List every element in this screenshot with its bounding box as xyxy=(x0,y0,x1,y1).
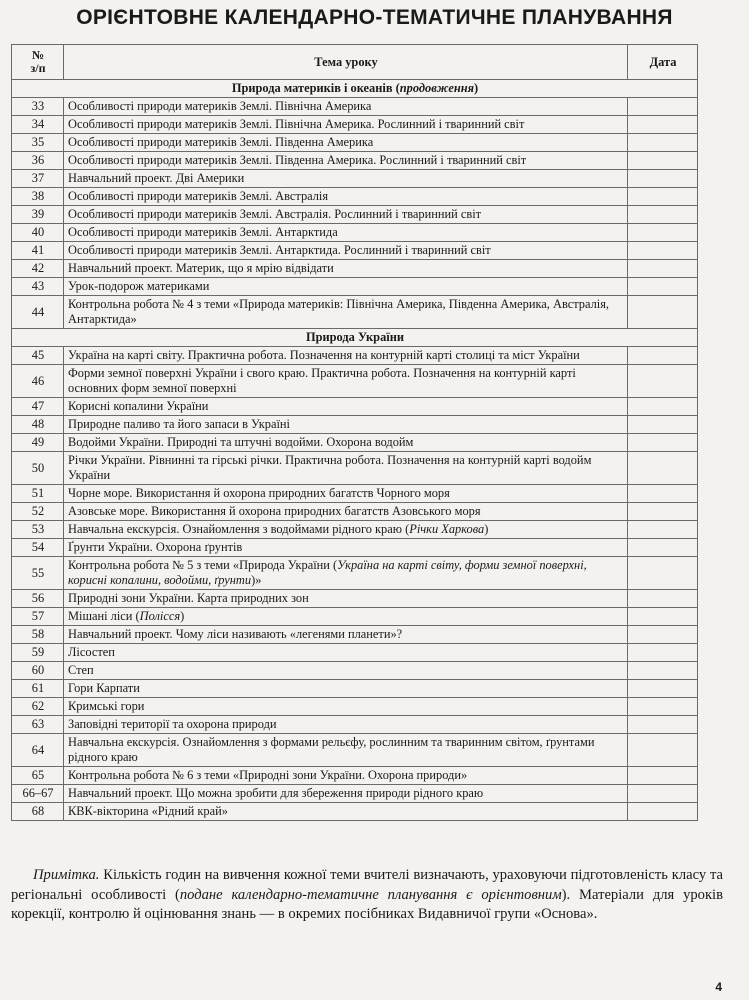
page-title: ОРІЄНТОВНЕ КАЛЕНДАРНО-ТЕМАТИЧНЕ ПЛАНУВАННЯ xyxy=(76,6,673,29)
lesson-topic xyxy=(64,347,628,365)
lesson-topic xyxy=(64,608,628,626)
section-title-note: продовження xyxy=(399,81,475,95)
lesson-topic-italic: Україна на карті світу, форми земної поверхні, корисні копалини, водойми, ґрунти xyxy=(68,558,587,587)
lesson-number: 61 xyxy=(12,680,64,698)
lesson-topic-text: Особливості природи материків Землі. Південна Америка xyxy=(68,135,374,149)
lesson-topic-text: Навчальна екскурсія. Ознайомлення з водоймами рідного краю ( xyxy=(68,522,410,536)
section-row xyxy=(12,329,698,347)
lesson-topic xyxy=(64,680,628,698)
lesson-topic-text: Степ xyxy=(68,663,94,677)
footnote xyxy=(11,866,723,925)
lesson-number: 49 xyxy=(12,434,64,452)
header-number xyxy=(12,45,64,80)
table-row xyxy=(12,557,698,590)
lesson-topic xyxy=(64,152,628,170)
table-row xyxy=(12,734,698,767)
section-row xyxy=(12,80,698,98)
lesson-topic-text: Заповідні території та охорона природи xyxy=(68,717,277,731)
lesson-topic-text: Річки України. Рівнинні та гірські річки. Практична робота. Позначення на контурній карті водойм України xyxy=(68,453,592,482)
table-row xyxy=(12,416,698,434)
lesson-topic-text: Навчальний проект. Що можна зробити для збереження природи рідного краю xyxy=(68,786,484,800)
lesson-date-cell xyxy=(628,188,698,206)
lesson-number: 36 xyxy=(12,152,64,170)
lesson-number: 39 xyxy=(12,206,64,224)
table-row xyxy=(12,260,698,278)
lesson-date-cell xyxy=(628,260,698,278)
page-number: 4 xyxy=(715,980,722,994)
section-title-text: Природа України xyxy=(306,330,404,344)
lesson-number: 35 xyxy=(12,134,64,152)
lesson-topic xyxy=(64,698,628,716)
table-header-row xyxy=(12,45,698,80)
lesson-number: 68 xyxy=(12,803,64,821)
header-number-abbr: з/п xyxy=(30,61,46,75)
lesson-topic-text: Ґрунти України. Охорона ґрунтів xyxy=(68,540,243,554)
lesson-topic xyxy=(64,170,628,188)
lesson-topic-text: )» xyxy=(251,573,262,587)
lesson-date-cell xyxy=(628,680,698,698)
table-row xyxy=(12,242,698,260)
section-title xyxy=(12,329,698,347)
lesson-date-cell xyxy=(628,134,698,152)
lesson-number: 53 xyxy=(12,521,64,539)
lesson-number: 40 xyxy=(12,224,64,242)
lesson-number: 60 xyxy=(12,662,64,680)
lesson-topic xyxy=(64,590,628,608)
table-row xyxy=(12,134,698,152)
lesson-topic xyxy=(64,521,628,539)
lesson-date-cell xyxy=(628,734,698,767)
table-row xyxy=(12,608,698,626)
table-row xyxy=(12,365,698,398)
table-row xyxy=(12,485,698,503)
lesson-number: 37 xyxy=(12,170,64,188)
lesson-number: 41 xyxy=(12,242,64,260)
lesson-date-cell xyxy=(628,803,698,821)
lesson-topic-text: Кримські гори xyxy=(68,699,145,713)
lesson-topic-text: Особливості природи материків Землі. Антарктида. Рослинний і тваринний світ xyxy=(68,243,491,257)
table-row xyxy=(12,188,698,206)
lesson-topic xyxy=(64,662,628,680)
lesson-date-cell xyxy=(628,626,698,644)
lesson-topic-text: Природні зони України. Карта природних зон xyxy=(68,591,309,605)
lesson-topic xyxy=(64,224,628,242)
lesson-topic xyxy=(64,116,628,134)
lesson-number: 55 xyxy=(12,557,64,590)
lesson-topic xyxy=(64,434,628,452)
lesson-topic-text: Азовське море. Використання й охорона природних багатств Азовського моря xyxy=(68,504,481,518)
table-row xyxy=(12,152,698,170)
header-date: Дата xyxy=(628,45,698,80)
table-row xyxy=(12,785,698,803)
lesson-topic-text: Чорне море. Використання й охорона природних багатств Чорного моря xyxy=(68,486,450,500)
footnote-text-1: Кількість годин на вивчення кожної теми вчителі визначають, ураховуючи підготовленість класу та регіональні особливості ( xyxy=(11,867,723,903)
lesson-number: 58 xyxy=(12,626,64,644)
lesson-date-cell xyxy=(628,644,698,662)
lesson-date-cell xyxy=(628,557,698,590)
lesson-number: 57 xyxy=(12,608,64,626)
lesson-topic xyxy=(64,785,628,803)
table-row xyxy=(12,803,698,821)
lesson-number: 66–67 xyxy=(12,785,64,803)
lesson-topic xyxy=(64,734,628,767)
table-row xyxy=(12,278,698,296)
table-row xyxy=(12,590,698,608)
table-row xyxy=(12,767,698,785)
lesson-topic xyxy=(64,485,628,503)
table-row xyxy=(12,644,698,662)
lesson-date-cell xyxy=(628,206,698,224)
lesson-number: 45 xyxy=(12,347,64,365)
lesson-topic-text: ) xyxy=(484,522,489,536)
lesson-topic xyxy=(64,206,628,224)
table-row xyxy=(12,662,698,680)
lesson-topic-text: Особливості природи материків Землі. Австралія. Рослинний і тваринний світ xyxy=(68,207,482,221)
table-row xyxy=(12,680,698,698)
lesson-date-cell xyxy=(628,785,698,803)
table-row xyxy=(12,452,698,485)
lesson-topic-text: Мішані ліси ( xyxy=(68,609,140,623)
table-row xyxy=(12,503,698,521)
lesson-topic-text: Особливості природи материків Землі. Північна Америка xyxy=(68,99,372,113)
table-row xyxy=(12,170,698,188)
lesson-date-cell xyxy=(628,716,698,734)
lesson-topic xyxy=(64,242,628,260)
lesson-topic-text: Контрольна робота № 5 з теми «Природа України ( xyxy=(68,558,338,572)
lesson-topic-text: КВК-вікторина «Рідний край» xyxy=(68,804,228,818)
lesson-date-cell xyxy=(628,452,698,485)
lesson-number: 38 xyxy=(12,188,64,206)
lesson-number: 64 xyxy=(12,734,64,767)
lesson-number: 33 xyxy=(12,98,64,116)
lesson-topic xyxy=(64,716,628,734)
table-row xyxy=(12,296,698,329)
table-row xyxy=(12,716,698,734)
lesson-number: 34 xyxy=(12,116,64,134)
lesson-topic-text: Гори Карпати xyxy=(68,681,140,695)
lesson-date-cell xyxy=(628,242,698,260)
table-row xyxy=(12,206,698,224)
lesson-date-cell xyxy=(628,662,698,680)
lesson-number: 51 xyxy=(12,485,64,503)
lesson-date-cell xyxy=(628,296,698,329)
lesson-date-cell xyxy=(628,485,698,503)
lesson-topic xyxy=(64,767,628,785)
lesson-topic-text: Особливості природи материків Землі. Антарктида xyxy=(68,225,338,239)
lesson-number: 46 xyxy=(12,365,64,398)
lesson-topic-text: Навчальний проект. Материк, що я мрію відвідати xyxy=(68,261,334,275)
header-number-symbol: № xyxy=(31,48,45,62)
table-row xyxy=(12,626,698,644)
table-row xyxy=(12,398,698,416)
lesson-topic-text: Водойми України. Природні та штучні водойми. Охорона водойм xyxy=(68,435,414,449)
lesson-topic xyxy=(64,803,628,821)
lesson-topic xyxy=(64,626,628,644)
lesson-date-cell xyxy=(628,224,698,242)
lesson-date-cell xyxy=(628,608,698,626)
lesson-topic xyxy=(64,503,628,521)
lesson-date-cell xyxy=(628,503,698,521)
lesson-date-cell xyxy=(628,98,698,116)
lesson-topic-text: Урок-подорож материками xyxy=(68,279,210,293)
lesson-date-cell xyxy=(628,434,698,452)
header-topic: Тема уроку xyxy=(64,45,628,80)
footnote-italic: подане календарно-тематичне планування є орієнтовним xyxy=(179,886,562,903)
lesson-number: 62 xyxy=(12,698,64,716)
lesson-topic xyxy=(64,188,628,206)
lesson-topic xyxy=(64,365,628,398)
lesson-topic xyxy=(64,539,628,557)
lesson-date-cell xyxy=(628,416,698,434)
lesson-topic xyxy=(64,98,628,116)
table-row xyxy=(12,116,698,134)
lesson-topic xyxy=(64,134,628,152)
lesson-date-cell xyxy=(628,278,698,296)
lesson-number: 50 xyxy=(12,452,64,485)
lesson-topic-italic: Річки Харкова xyxy=(409,522,485,536)
lesson-number: 56 xyxy=(12,590,64,608)
lesson-topic-text: ) xyxy=(180,609,185,623)
lesson-date-cell xyxy=(628,521,698,539)
table-row xyxy=(12,521,698,539)
section-title: Природа материків і океанів (продовження) xyxy=(12,80,698,98)
lesson-number: 52 xyxy=(12,503,64,521)
table-row xyxy=(12,98,698,116)
lesson-plan-table xyxy=(11,44,698,821)
lesson-date-cell xyxy=(628,539,698,557)
table-row xyxy=(12,698,698,716)
lesson-topic-text: Форми земної поверхні України і свого краю. Практична робота. Позначення на контурній карті основних форм земної поверхні xyxy=(68,366,576,395)
lesson-date-cell xyxy=(628,590,698,608)
lesson-topic xyxy=(64,557,628,590)
lesson-topic-text: Лісостеп xyxy=(68,645,115,659)
lesson-number: 54 xyxy=(12,539,64,557)
lesson-date-cell xyxy=(628,347,698,365)
lesson-topic-text: Контрольна робота № 4 з теми «Природа материків: Північна Америка, Південна Америка, Австралія, Антарктида» xyxy=(68,297,610,326)
footnote-text-2: ). Матеріали для уроків корекції, контролю й оцінювання знань — в окремих посібниках Видавничої групи «Основа». xyxy=(11,886,724,922)
lesson-topic-text: Навчальна екскурсія. Ознайомлення з формами рельєфу, рослинним та тваринним світом, ґрунтами рідного краю xyxy=(68,735,595,764)
lesson-number: 59 xyxy=(12,644,64,662)
lesson-date-cell xyxy=(628,398,698,416)
lesson-topic xyxy=(64,260,628,278)
footnote-lead: Примітка. xyxy=(33,867,100,883)
lesson-topic-italic: Полісся xyxy=(139,609,181,623)
table-row xyxy=(12,539,698,557)
lesson-topic-text: Україна на карті світу. Практична робота. Позначення на контурній карті столиці та міст України xyxy=(68,348,580,362)
lesson-topic-text: Навчальний проект. Чому ліси називають «легенями планети»? xyxy=(68,627,403,641)
lesson-topic xyxy=(64,296,628,329)
lesson-topic-text: Особливості природи материків Землі. Північна Америка. Рослинний і тваринний світ xyxy=(68,117,525,131)
lesson-date-cell xyxy=(628,698,698,716)
table-row xyxy=(12,224,698,242)
section-title-text: Природа материків і океанів xyxy=(231,81,393,95)
lesson-number: 63 xyxy=(12,716,64,734)
lesson-date-cell xyxy=(628,170,698,188)
lesson-number: 44 xyxy=(12,296,64,329)
lesson-number: 43 xyxy=(12,278,64,296)
lesson-topic-text: Навчальний проект. Дві Америки xyxy=(68,171,245,185)
lesson-topic xyxy=(64,278,628,296)
table-row xyxy=(12,434,698,452)
lesson-date-cell xyxy=(628,365,698,398)
lesson-number: 65 xyxy=(12,767,64,785)
lesson-date-cell xyxy=(628,152,698,170)
lesson-date-cell xyxy=(628,116,698,134)
lesson-topic-text: Корисні копалини України xyxy=(68,399,209,413)
lesson-topic xyxy=(64,452,628,485)
table-row xyxy=(12,347,698,365)
lesson-number: 48 xyxy=(12,416,64,434)
lesson-topic-text: Особливості природи материків Землі. Австралія xyxy=(68,189,329,203)
lesson-date-cell xyxy=(628,767,698,785)
lesson-topic-text: Особливості природи материків Землі. Південна Америка. Рослинний і тваринний світ xyxy=(68,153,527,167)
lesson-topic-text: Природне паливо та його запаси в Україні xyxy=(68,417,290,431)
lesson-topic xyxy=(64,644,628,662)
lesson-topic xyxy=(64,416,628,434)
lesson-number: 42 xyxy=(12,260,64,278)
lesson-topic xyxy=(64,398,628,416)
lesson-number: 47 xyxy=(12,398,64,416)
lesson-topic-text: Контрольна робота № 6 з теми «Природні зони України. Охорона природи» xyxy=(68,768,468,782)
table-body xyxy=(12,80,698,821)
